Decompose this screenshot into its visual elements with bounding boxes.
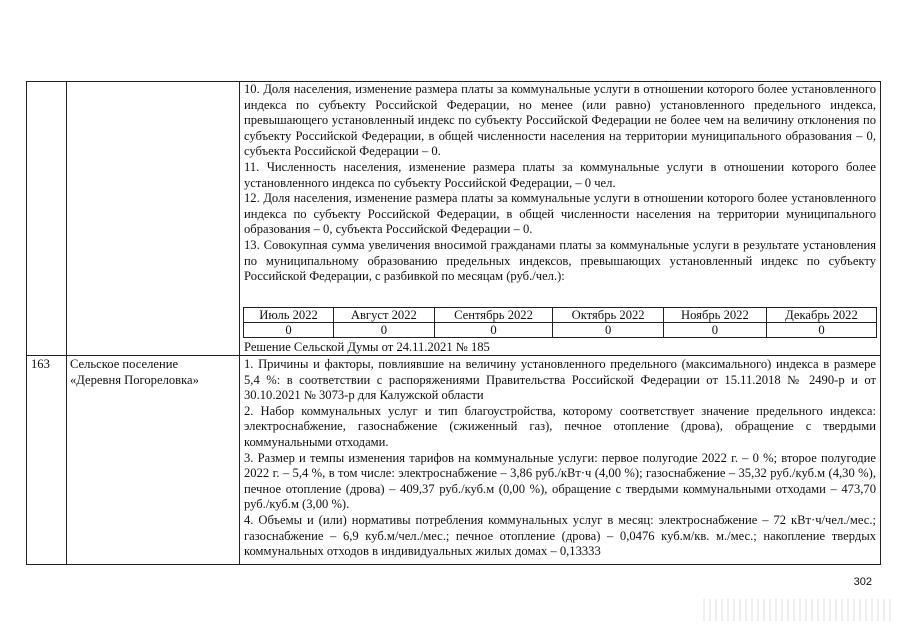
value-cell: 0 bbox=[663, 323, 766, 338]
month-cell: Август 2022 bbox=[334, 308, 435, 323]
month-cell: Октябрь 2022 bbox=[553, 308, 663, 323]
month-cell: Ноябрь 2022 bbox=[663, 308, 766, 323]
value-cell: 0 bbox=[334, 323, 435, 338]
row-number: 163 bbox=[31, 357, 50, 371]
table-border-right bbox=[880, 81, 881, 565]
paragraph-item-2: 2. Набор коммунальных услуг и тип благоустройства, которому соответствует значение предельного индекса: электроснабжение, газоснабжение (сжиженный газ), печное отопление (дрова), обращение с твердыми коммунальными отходами. bbox=[244, 403, 876, 449]
paragraph-item-4: 4. Объемы и (или) нормативы потребления коммунальных услуг в месяц: электроснабжение – 72 кВт·ч/чел./мес.; газоснабжение – 6,9 куб.м/чел./мес.; печное отопление (дрова) – 0,0476 куб.м/кв. м./мес.; накопление твердых коммунальных отходов в индивидуальных жилых домах – 0,13333 bbox=[244, 512, 876, 559]
value-cell: 0 bbox=[766, 323, 876, 338]
table-border-bottom bbox=[26, 564, 881, 565]
row-divider bbox=[26, 355, 881, 356]
value-cell: 0 bbox=[244, 323, 334, 338]
row-163-text bbox=[244, 357, 876, 560]
settlement-name-line1: Сельское поселение bbox=[70, 357, 179, 371]
value-cell: 0 bbox=[434, 323, 553, 338]
months-header-row bbox=[244, 308, 877, 323]
paragraph-item-13: 13. Совокупная сумма увеличения вносимой гражданами платы за коммунальные услуги в результате установления по муниципальному образованию предельных индексов, превышающих установленный индекс по субъекту Российской Федерации, с разбивкой по месяцам (руб./чел.): bbox=[244, 237, 876, 284]
paragraph-item-12: 12. Доля населения, изменение размера платы за коммунальные услуги в отношении которого более установленного индекса по субъекту Российской Федерации, в общей численности населения на территории муниципального образования – 0, субъекта Российской Федерации – 0. bbox=[244, 191, 876, 237]
paragraph-item-10: 10. Доля населения, изменение размера платы за коммунальные услуги в отношении которого более установленного индекса по субъекту Российской Федерации, но менее (или равно) установленного предельного индекса, превышающего установленный индекс по субъекту Российской Федерации не более чем на величину отклонения по субъекту Российской Федерации, в общей численности населения на территории муниципального образования – 0, субъекта Российской Федерации – 0. bbox=[244, 82, 876, 159]
month-cell: Декабрь 2022 bbox=[766, 308, 876, 323]
monthly-sum-table bbox=[243, 307, 877, 338]
decision-reference: Решение Сельской Думы от 24.11.2021 № 185 bbox=[244, 340, 490, 354]
month-cell: Сентябрь 2022 bbox=[434, 308, 553, 323]
settlement-name-line2: «Деревня Погореловка» bbox=[70, 372, 199, 387]
value-cell: 0 bbox=[553, 323, 663, 338]
column-divider-settlement bbox=[239, 81, 240, 565]
months-values-row bbox=[244, 323, 877, 338]
paragraph-item-1: 1. Причины и факторы, повлиявшие на величину установленного предельного (максимального) индекса в размере 5,4 %: в соответствии с распоряжениями Правительства Российской Федерации от 15.11.2018 № 2490-р и от 30.10.2021 № 3073-р для Калужской области bbox=[244, 357, 876, 403]
column-divider-number bbox=[66, 81, 67, 565]
prev-row-text bbox=[244, 82, 876, 285]
page-number: 302 bbox=[853, 576, 872, 588]
settlement-name bbox=[70, 357, 238, 388]
paragraph-item-11: 11. Численность населения, изменение размера платы за коммунальные услуги в отношении которого более установленного индекса по субъекту Российской Федерации, – 0 чел. bbox=[244, 159, 876, 190]
month-cell: Июль 2022 bbox=[244, 308, 334, 323]
table-border-left bbox=[26, 81, 27, 565]
scan-noise bbox=[703, 599, 893, 621]
paragraph-item-3: 3. Размер и темпы изменения тарифов на коммунальные услуги: первое полугодие 2022 г. – 0 %; второе полугодие 2022 г. – 5,4 %, в том числе: электроснабжение – 3,86 руб./кВт·ч (4,00 %); газоснабжение – 35,32 руб./куб.м (4,30 %), печное отопление (дрова) – 409,37 руб./куб.м (0,00 %), обращение с твердыми коммунальными отходами – 473,70 руб./куб.м (3,00 %). bbox=[244, 450, 876, 512]
